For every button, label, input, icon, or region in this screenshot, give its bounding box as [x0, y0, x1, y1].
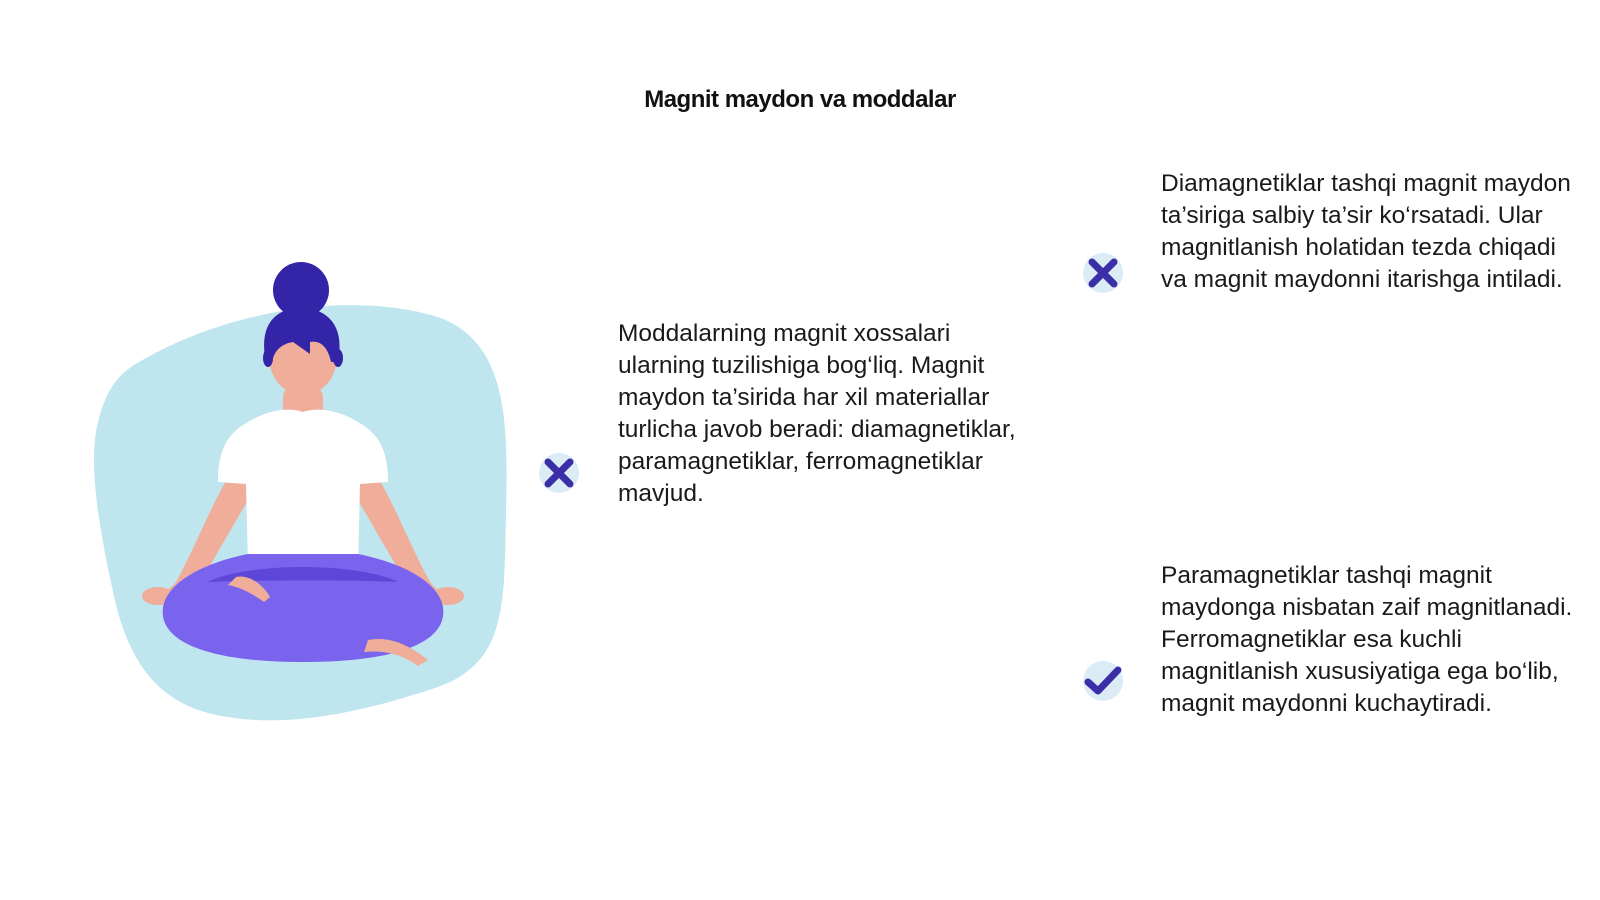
check-icon [1080, 658, 1126, 704]
x-icon [536, 450, 582, 496]
bottom-right-point-text: Paramagnetiklar tashqi magnit maydonga nisbatan zaif magnitlanadi. Ferromagnetiklar esa kuchli magnitlanish xususiyatiga ega bo‘lib, magnit maydonni kuchaytiradi. [1161, 562, 1573, 717]
x-icon [1080, 250, 1126, 296]
slide-title: Magnit maydon va moddalar [644, 86, 956, 113]
center-point-text: Moddalarning magnit xossalari ularning tuzilishiga bog‘liq. Magnit maydon ta’sirida har xil materiallar turlicha javob beradi: diamagnetiklar, paramagnetiklar, ferromagnetiklar mavjud. [618, 320, 1016, 507]
ear-right [333, 349, 343, 367]
meditation-illustration [88, 262, 518, 732]
top-right-point-text: Diamagnetiklar tashqi magnit maydon ta’siriga salbiy ta’sir ko‘rsatadi. Ular magnitlanish holatidan tezda chiqadi va magnit maydonni itarishga intiladi. [1161, 170, 1571, 293]
ear-left [263, 349, 273, 367]
